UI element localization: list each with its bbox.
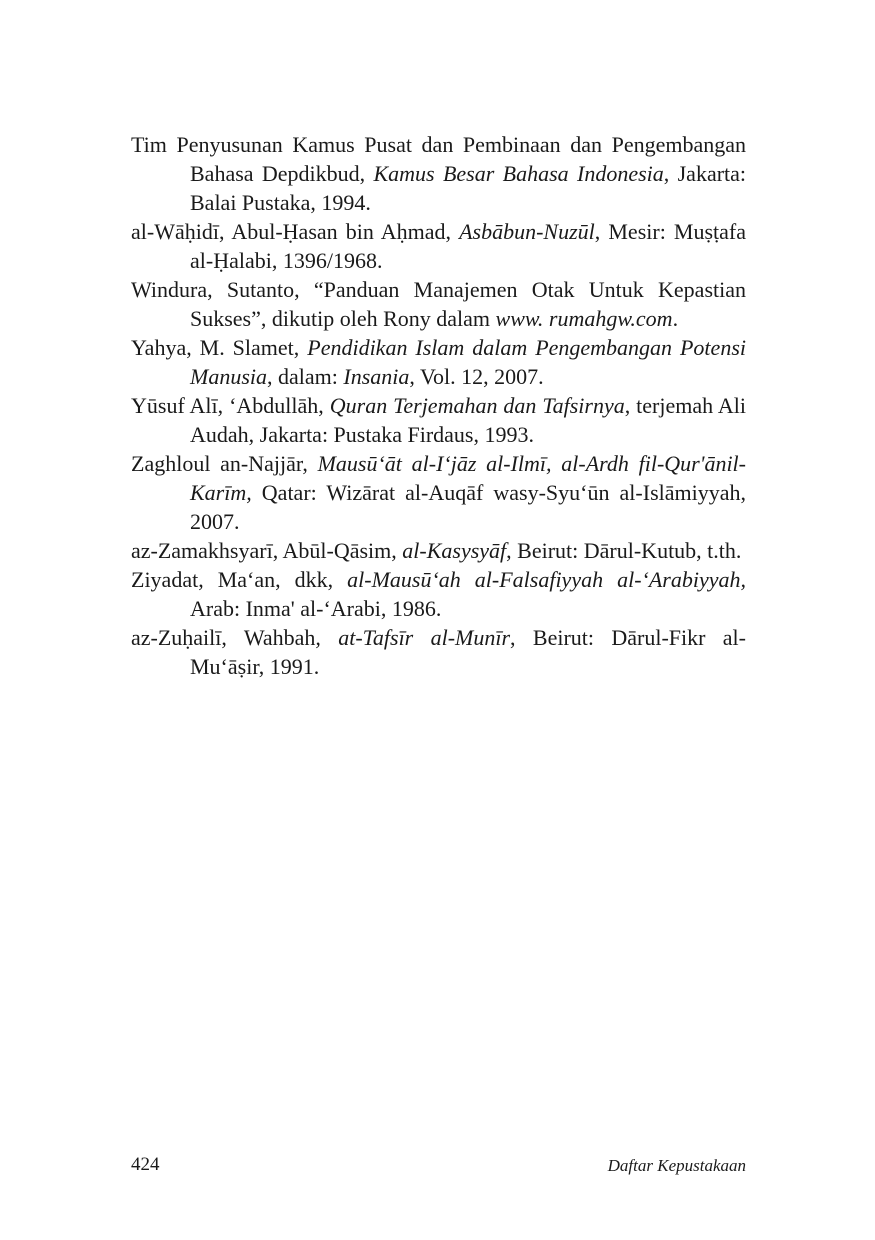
entry-text: , Mesir: Muṣṭafa al-Ḥalabi, 1396/1968.	[190, 219, 746, 273]
entry-text: al-Wāḥidī, Abul-Ḥasan bin Aḥmad,	[131, 219, 460, 244]
bibliography-entry	[131, 565, 746, 623]
entry-text: , Vol. 12, 2007.	[409, 364, 544, 389]
entry-text: az-Zuḥailī, Wahbah	[131, 625, 316, 650]
bibliography-entry	[131, 449, 746, 536]
entry-title-italic: Quran Terjemahan dan Tafsirnya	[329, 393, 625, 418]
entry-title-italic: Kamus Besar Bahasa Indonesia	[373, 161, 664, 186]
entry-text: , Beirut: Dārul-Fikr al-Mu‘āṣir, 1991.	[190, 625, 746, 679]
entry-text: Yahya, M. Slamet,	[131, 335, 308, 360]
entry-title-italic: www. rumahgw.com	[495, 306, 673, 331]
entry-text: , Jakarta: Balai Pustaka, 1994.	[190, 161, 747, 215]
running-title: Daftar Kepustakaan	[607, 1156, 746, 1175]
bibliography-entry	[131, 391, 746, 449]
entry-text: Zaghloul an-Najjār,	[131, 451, 318, 476]
entry-text: Tim Penyusunan Kamus Pusat dan Pembinaan dan Pengembangan Bahasa Depdikbud,	[131, 132, 746, 186]
page-footer	[131, 1154, 746, 1180]
bibliography-list	[131, 130, 746, 681]
bibliography-entry	[131, 130, 746, 217]
entry-text: az-Zamakhsyarī, Abūl-Qāsim,	[131, 538, 403, 563]
entry-text: Arab: Inma' al-‘Arabi, 1986.	[190, 596, 442, 621]
entry-text: , Beirut: Dārul-Kutub, t.th.	[506, 538, 742, 563]
entry-text: , terjemah Ali Audah, Jakarta: Pustaka Firdaus, 1993.	[190, 393, 746, 447]
entry-text: Windura, Sutanto, “Panduan Manajemen Otak Untuk Kepastian Sukses”, dikutip oleh Rony dalam	[131, 277, 746, 331]
page-number: 424	[131, 1154, 160, 1175]
entry-title-italic: , at-Tafsīr al-Munīr	[315, 625, 511, 650]
bibliography-entry	[131, 333, 746, 391]
entry-title-italic: Insania	[343, 364, 410, 389]
entry-text: Ziyadat, Ma‘an, dkk,	[131, 567, 348, 592]
entry-text: Qatar: Wizārat al-Auqāf wasy-Syu‘ūn al-Islāmiyyah, 2007.	[190, 480, 746, 534]
entry-title-italic: Pendidikan Islam dalam Pengembangan Potensi Manusia	[190, 335, 746, 389]
entry-title-italic: Asbābun-Nuzūl	[459, 219, 595, 244]
entry-title-italic: Mausū‘āt al-I‘jāz al-Ilmī, al-Ardh fil-Qur'ānil-Karīm,	[190, 451, 746, 505]
entry-text: .	[672, 306, 679, 331]
entry-title-italic: al-Kasysyāf	[402, 538, 507, 563]
bibliography-entry	[131, 217, 746, 275]
bibliography-entry	[131, 623, 746, 681]
entry-text: , dalam:	[267, 364, 344, 389]
entry-text: Yūsuf Alī, ‘Abdullāh,	[131, 393, 330, 418]
bibliography-entry	[131, 275, 746, 333]
bibliography-entry	[131, 536, 746, 565]
entry-title-italic: al-Mausū‘ah al-Falsafiyyah al-‘Arabiyyah,	[347, 567, 746, 592]
